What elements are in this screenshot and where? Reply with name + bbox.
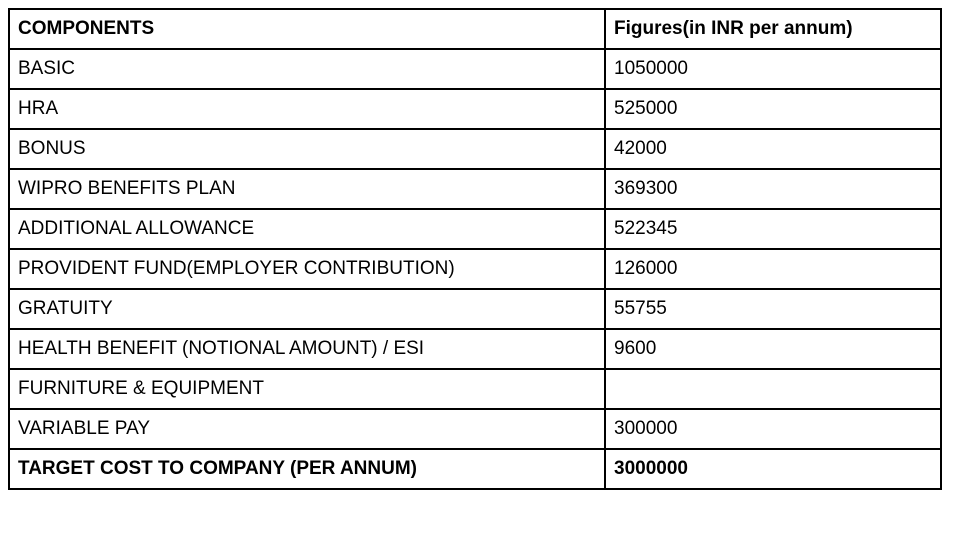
figure-cell: 525000 xyxy=(605,89,941,129)
figure-cell: 522345 xyxy=(605,209,941,249)
compensation-table-container xyxy=(8,8,940,490)
component-cell: BASIC xyxy=(9,49,605,89)
table-row xyxy=(9,289,941,329)
component-cell: BONUS xyxy=(9,129,605,169)
header-components: COMPONENTS xyxy=(9,9,605,49)
component-cell: HRA xyxy=(9,89,605,129)
figure-cell: 126000 xyxy=(605,249,941,289)
component-cell: WIPRO BENEFITS PLAN xyxy=(9,169,605,209)
figure-cell: 55755 xyxy=(605,289,941,329)
figure-cell: 9600 xyxy=(605,329,941,369)
table-row xyxy=(9,209,941,249)
figure-cell xyxy=(605,369,941,409)
figure-cell: 42000 xyxy=(605,129,941,169)
component-cell: PROVIDENT FUND(EMPLOYER CONTRIBUTION) xyxy=(9,249,605,289)
table-row xyxy=(9,409,941,449)
header-row xyxy=(9,9,941,49)
table-row xyxy=(9,329,941,369)
component-cell: HEALTH BENEFIT (NOTIONAL AMOUNT) / ESI xyxy=(9,329,605,369)
table-row xyxy=(9,129,941,169)
figure-cell: 369300 xyxy=(605,169,941,209)
component-cell: ADDITIONAL ALLOWANCE xyxy=(9,209,605,249)
total-label-cell: TARGET COST TO COMPANY (PER ANNUM) xyxy=(9,449,605,489)
table-row xyxy=(9,369,941,409)
header-figures: Figures(in INR per annum) xyxy=(605,9,941,49)
table-row xyxy=(9,89,941,129)
total-value-cell: 3000000 xyxy=(605,449,941,489)
figure-cell: 1050000 xyxy=(605,49,941,89)
table-row xyxy=(9,49,941,89)
component-cell: FURNITURE & EQUIPMENT xyxy=(9,369,605,409)
component-cell: VARIABLE PAY xyxy=(9,409,605,449)
figure-cell: 300000 xyxy=(605,409,941,449)
compensation-table xyxy=(8,8,942,490)
total-row xyxy=(9,449,941,489)
table-row xyxy=(9,169,941,209)
table-row xyxy=(9,249,941,289)
component-cell: GRATUITY xyxy=(9,289,605,329)
